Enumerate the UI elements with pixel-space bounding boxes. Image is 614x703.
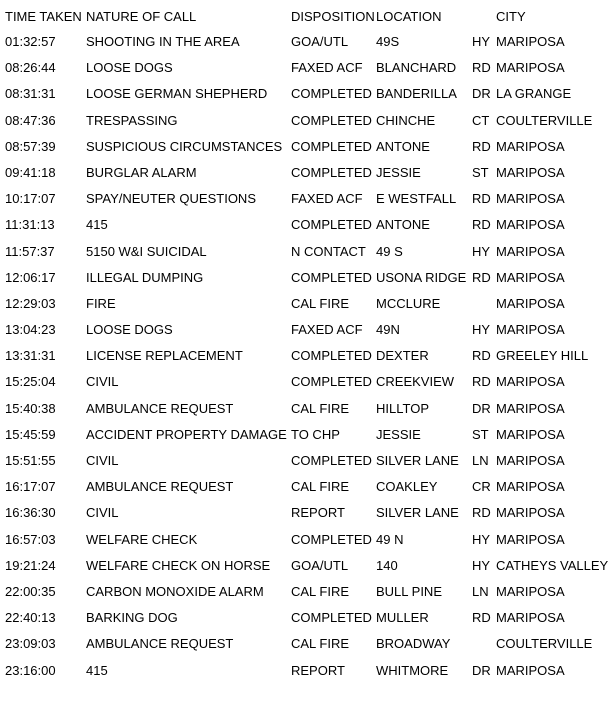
- location-cell: 49S: [376, 34, 400, 49]
- table-row: [0, 501, 614, 527]
- time-cell: 08:31:31: [5, 86, 56, 102]
- disposition-cell: FAXED ACF: [291, 60, 363, 76]
- city-cell: MARIPOSA: [496, 662, 565, 678]
- street-suffix-cell: RD: [472, 138, 491, 154]
- location-cell: JESSIE: [376, 426, 421, 442]
- time-cell: 16:57:03: [5, 531, 56, 547]
- time-cell: 22:00:35: [5, 583, 56, 599]
- table-row: [0, 475, 614, 501]
- nature-cell: 415: [86, 217, 108, 233]
- street-suffix-cell: HY: [472, 322, 491, 338]
- header-row: [0, 0, 614, 30]
- street-suffix-cell: HY: [472, 34, 491, 49]
- disposition-cell: CAL FIRE: [291, 479, 350, 495]
- street-suffix-cell: CR: [472, 479, 491, 495]
- city-cell: MARIPOSA: [496, 505, 565, 521]
- nature-cell: SUSPICIOUS CIRCUMSTANCES: [86, 138, 283, 154]
- street-suffix-cell: ST: [472, 164, 489, 180]
- table-row: [0, 632, 614, 658]
- nature-cell: CARBON MONOXIDE ALARM: [86, 583, 264, 599]
- location-cell: DEXTER: [376, 348, 429, 364]
- nature-cell: CIVIL: [86, 374, 119, 390]
- nature-cell: BARKING DOG: [86, 610, 178, 626]
- location-cell: ANTONE: [376, 217, 430, 233]
- street-suffix-cell: RD: [472, 610, 491, 626]
- table-row: [0, 344, 614, 370]
- disposition-cell: COMPLETED: [291, 138, 372, 154]
- disposition-cell: CAL FIRE: [291, 636, 350, 652]
- location-cell: SILVER LANE: [376, 505, 459, 521]
- location-cell: 49 N: [376, 531, 404, 547]
- disposition-cell: GOA/UTL: [291, 34, 349, 49]
- disposition-cell: COMPLETED: [291, 86, 372, 102]
- nature-cell: WELFARE CHECK: [86, 531, 198, 547]
- table-row: [0, 397, 614, 423]
- street-suffix-cell: RD: [472, 505, 491, 521]
- table-row: [0, 370, 614, 396]
- location-cell: WHITMORE: [376, 662, 449, 678]
- disposition-cell: CAL FIRE: [291, 583, 350, 599]
- table-row: [0, 449, 614, 475]
- time-cell: 23:09:03: [5, 636, 56, 652]
- time-cell: 09:41:18: [5, 164, 56, 180]
- nature-cell: LOOSE GERMAN SHEPHERD: [86, 86, 268, 102]
- header-city: CITY: [496, 9, 526, 24]
- location-cell: MULLER: [376, 610, 429, 626]
- city-cell: MARIPOSA: [496, 479, 565, 495]
- nature-cell: FIRE: [86, 295, 116, 311]
- nature-cell: CIVIL: [86, 505, 119, 521]
- location-cell: SILVER LANE: [376, 453, 459, 468]
- location-cell: BANDERILLA: [376, 86, 457, 102]
- city-cell: MARIPOSA: [496, 531, 565, 547]
- location-cell: E WESTFALL: [376, 191, 457, 207]
- time-cell: 15:25:04: [5, 374, 56, 390]
- disposition-cell: COMPLETED: [291, 453, 372, 468]
- disposition-cell: REPORT: [291, 662, 345, 678]
- table-row: [0, 318, 614, 344]
- disposition-cell: COMPLETED: [291, 164, 372, 180]
- table-row: [0, 240, 614, 266]
- header-time-taken: TIME TAKEN: [5, 9, 82, 24]
- nature-cell: LICENSE REPLACEMENT: [86, 348, 243, 364]
- location-cell: BLANCHARD: [376, 60, 457, 76]
- location-cell: BULL PINE: [376, 583, 442, 599]
- time-cell: 01:32:57: [5, 34, 56, 49]
- header-nature-of-call: NATURE OF CALL: [86, 9, 197, 24]
- nature-cell: AMBULANCE REQUEST: [86, 636, 234, 652]
- time-cell: 22:40:13: [5, 610, 56, 626]
- time-cell: 11:57:37: [5, 243, 55, 259]
- table-row: [0, 30, 614, 56]
- location-cell: 140: [376, 557, 398, 573]
- street-suffix-cell: HY: [472, 531, 491, 547]
- nature-cell: AMBULANCE REQUEST: [86, 479, 234, 495]
- disposition-cell: COMPLETED: [291, 610, 372, 626]
- time-cell: 08:47:36: [5, 112, 56, 128]
- table-row: [0, 423, 614, 449]
- city-cell: MARIPOSA: [496, 610, 565, 626]
- city-cell: MARIPOSA: [496, 374, 565, 390]
- street-suffix-cell: LN: [472, 453, 489, 468]
- city-cell: COULTERVILLE: [496, 112, 593, 128]
- table-row: [0, 292, 614, 318]
- location-cell: HILLTOP: [376, 400, 429, 416]
- nature-cell: 415: [86, 662, 108, 678]
- nature-cell: SHOOTING IN THE AREA: [86, 34, 240, 49]
- header-location: LOCATION: [376, 9, 442, 24]
- city-cell: MARIPOSA: [496, 295, 565, 311]
- table-row: [0, 187, 614, 213]
- table-row: [0, 109, 614, 135]
- street-suffix-cell: DR: [472, 400, 491, 416]
- time-cell: 08:57:39: [5, 138, 56, 154]
- table-row: [0, 135, 614, 161]
- location-cell: BROADWAY: [376, 636, 451, 652]
- street-suffix-cell: HY: [472, 243, 491, 259]
- disposition-cell: GOA/UTL: [291, 557, 349, 573]
- table-row: [0, 161, 614, 187]
- table-body: [0, 30, 614, 685]
- time-cell: 23:16:00: [5, 662, 56, 678]
- street-suffix-cell: RD: [472, 348, 491, 364]
- time-cell: 13:04:23: [5, 322, 56, 338]
- street-suffix-cell: DR: [472, 662, 491, 678]
- street-suffix-cell: CT: [472, 112, 490, 128]
- street-suffix-cell: DR: [472, 86, 491, 102]
- disposition-cell: N CONTACT: [291, 243, 366, 259]
- location-cell: CHINCHE: [376, 112, 436, 128]
- time-cell: 13:31:31: [5, 348, 56, 364]
- disposition-cell: CAL FIRE: [291, 295, 350, 311]
- time-cell: 16:36:30: [5, 505, 56, 521]
- city-cell: COULTERVILLE: [496, 636, 593, 652]
- city-cell: MARIPOSA: [496, 164, 565, 180]
- location-cell: MCCLURE: [376, 295, 441, 311]
- time-cell: 11:31:13: [5, 217, 55, 233]
- time-cell: 19:21:24: [5, 557, 56, 573]
- street-suffix-cell: RD: [472, 60, 491, 76]
- nature-cell: WELFARE CHECK ON HORSE: [86, 557, 271, 573]
- city-cell: MARIPOSA: [496, 34, 565, 49]
- disposition-cell: REPORT: [291, 505, 345, 521]
- table-row: [0, 659, 614, 685]
- nature-cell: LOOSE DOGS: [86, 60, 173, 76]
- nature-cell: SPAY/NEUTER QUESTIONS: [86, 191, 256, 207]
- city-cell: LA GRANGE: [496, 86, 572, 102]
- city-cell: MARIPOSA: [496, 400, 565, 416]
- location-cell: 49 S: [376, 243, 403, 259]
- table-row: [0, 82, 614, 108]
- disposition-cell: COMPLETED: [291, 217, 372, 233]
- city-cell: MARIPOSA: [496, 243, 565, 259]
- disposition-cell: COMPLETED: [291, 348, 372, 364]
- table-row: [0, 56, 614, 82]
- city-cell: MARIPOSA: [496, 217, 565, 233]
- disposition-cell: CAL FIRE: [291, 400, 350, 416]
- nature-cell: TRESPASSING: [86, 112, 178, 128]
- street-suffix-cell: ST: [472, 426, 489, 442]
- disposition-cell: COMPLETED: [291, 531, 372, 547]
- location-cell: CREEKVIEW: [376, 374, 455, 390]
- street-suffix-cell: LN: [472, 583, 489, 599]
- city-cell: MARIPOSA: [496, 453, 565, 468]
- street-suffix-cell: HY: [472, 557, 491, 573]
- nature-cell: ILLEGAL DUMPING: [86, 269, 204, 285]
- disposition-cell: FAXED ACF: [291, 191, 363, 207]
- disposition-cell: COMPLETED: [291, 374, 372, 390]
- nature-cell: LOOSE DOGS: [86, 322, 173, 338]
- street-suffix-cell: RD: [472, 191, 491, 207]
- time-cell: 12:29:03: [5, 295, 56, 311]
- table-row: [0, 213, 614, 239]
- disposition-cell: FAXED ACF: [291, 322, 363, 338]
- location-cell: USONA RIDGE: [376, 269, 467, 285]
- table-row: [0, 554, 614, 580]
- nature-cell: BURGLAR ALARM: [86, 164, 197, 180]
- disposition-cell: COMPLETED: [291, 112, 372, 128]
- location-cell: ANTONE: [376, 138, 430, 154]
- city-cell: MARIPOSA: [496, 191, 565, 207]
- city-cell: MARIPOSA: [496, 583, 565, 599]
- time-cell: 10:17:07: [5, 191, 56, 207]
- table-row: [0, 580, 614, 606]
- city-cell: MARIPOSA: [496, 138, 565, 154]
- time-cell: 15:51:55: [5, 453, 56, 468]
- table-row: [0, 266, 614, 292]
- time-cell: 12:06:17: [5, 269, 56, 285]
- time-cell: 15:40:38: [5, 400, 56, 416]
- table-row: [0, 606, 614, 632]
- time-cell: 08:26:44: [5, 60, 56, 76]
- header-disposition: DISPOSITION: [291, 9, 375, 24]
- nature-cell: CIVIL: [86, 453, 119, 468]
- city-cell: MARIPOSA: [496, 60, 565, 76]
- street-suffix-cell: RD: [472, 217, 491, 233]
- time-cell: 16:17:07: [5, 479, 56, 495]
- city-cell: MARIPOSA: [496, 322, 565, 338]
- table-row: [0, 528, 614, 554]
- time-cell: 15:45:59: [5, 426, 56, 442]
- street-suffix-cell: RD: [472, 374, 491, 390]
- nature-cell: AMBULANCE REQUEST: [86, 400, 234, 416]
- location-cell: 49N: [376, 322, 400, 338]
- city-cell: GREELEY HILL: [496, 348, 589, 364]
- street-suffix-cell: RD: [472, 269, 491, 285]
- disposition-cell: TO CHP: [291, 426, 340, 442]
- city-cell: CATHEYS VALLEY: [496, 557, 609, 573]
- nature-cell: 5150 W&I SUICIDAL: [86, 243, 207, 259]
- disposition-cell: COMPLETED: [291, 269, 372, 285]
- city-cell: MARIPOSA: [496, 426, 565, 442]
- location-cell: JESSIE: [376, 164, 421, 180]
- nature-cell: ACCIDENT PROPERTY DAMAGE: [86, 426, 287, 442]
- location-cell: COAKLEY: [376, 479, 438, 495]
- city-cell: MARIPOSA: [496, 269, 565, 285]
